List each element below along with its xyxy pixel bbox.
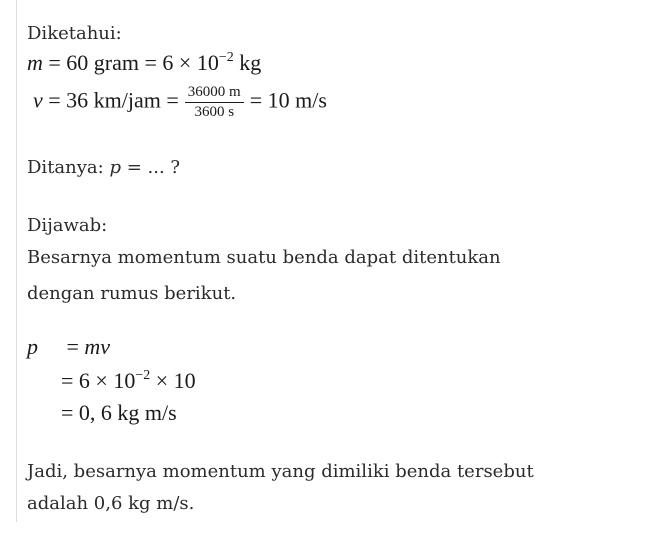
velocity-fraction <box>185 84 244 121</box>
velocity-result: = 10 m/s <box>249 87 327 113</box>
known-heading: Diketahui: <box>27 23 122 44</box>
step-3 <box>61 400 177 426</box>
step-3-result: = 0, 6 kg m/s <box>61 400 177 425</box>
step-1 <box>27 334 110 360</box>
step-2-suffix: × 10 <box>155 368 196 393</box>
step-2-power-base: 10 <box>113 368 136 393</box>
asked-line <box>27 152 180 184</box>
fraction-denominator: 3600 s <box>194 104 235 120</box>
velocity-expression: = 36 km/jam = <box>48 87 179 113</box>
mass-power-exponent: −2 <box>218 50 234 65</box>
mass-equation <box>27 50 261 76</box>
mass-power-base: 10 <box>196 50 219 75</box>
step-2-prefix: = 6 × <box>61 368 108 393</box>
conclusion-line2: adalah 0,6 kg m/s. <box>27 493 195 514</box>
asked-variable: p <box>109 157 121 178</box>
mass-unit: kg <box>239 50 262 75</box>
answer-heading: Dijawab: <box>27 215 108 236</box>
asked-rest: = ... ? <box>126 157 181 178</box>
step-2 <box>61 368 196 394</box>
fraction-numerator: 36000 m <box>185 84 244 103</box>
answer-intro-line1: Besarnya momentum suatu benda dapat ditentukan <box>27 247 501 268</box>
step-2-power-exponent: −2 <box>135 368 151 383</box>
conclusion-line1: Jadi, besarnya momentum yang dimiliki benda tersebut <box>27 461 534 482</box>
step-1-equals: = <box>66 334 79 359</box>
mass-expression: = 60 gram = 6 × <box>48 50 192 75</box>
answer-intro-line2: dengan rumus berikut. <box>27 283 237 304</box>
step-lhs: p <box>27 334 38 359</box>
solution-document <box>16 0 656 522</box>
asked-label: Ditanya: <box>27 157 104 178</box>
step-1-expression: mv <box>84 334 111 359</box>
mass-variable: m <box>27 50 43 75</box>
velocity-variable: v <box>33 87 43 113</box>
velocity-equation <box>33 84 327 121</box>
